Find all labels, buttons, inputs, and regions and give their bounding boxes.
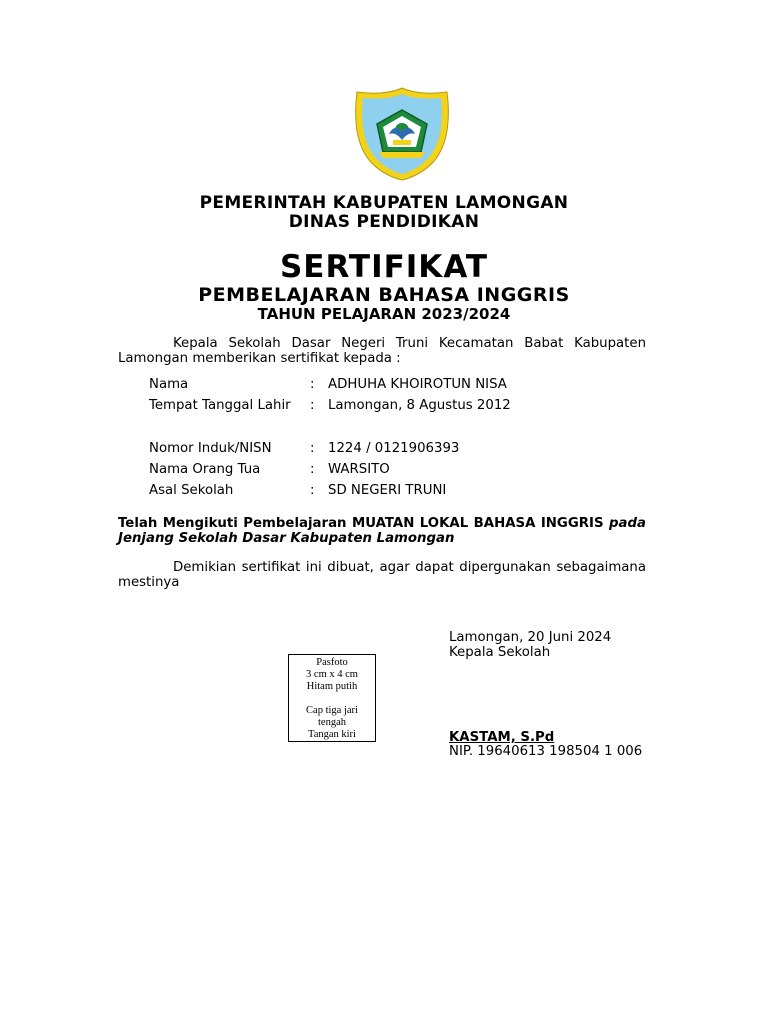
- field-colon: :: [310, 462, 315, 478]
- statement-part-1: Telah Mengikuti Pembelajaran MUATAN LOKAL BAHASA INGGRIS: [118, 516, 610, 531]
- signature-block: [449, 630, 647, 759]
- sign-role: Kepala Sekolah: [449, 645, 551, 660]
- certificate-title: SERTIFIKAT: [279, 249, 489, 285]
- field-value: Lamongan, 8 Agustus 2012: [328, 398, 511, 414]
- certificate-subtitle: PEMBELAJARAN BAHASA INGGRIS: [198, 284, 570, 306]
- field-label: Nama Orang Tua: [149, 462, 261, 478]
- statement-part-2: pada Jenjang Sekolah Dasar Kabupaten Lamongan: [118, 516, 646, 546]
- signer-name: KASTAM, S.Pd: [449, 730, 555, 745]
- field-value: SD NEGERI TRUNI: [328, 483, 447, 499]
- field-label: Nama: [149, 377, 189, 392]
- sign-place-date: Lamongan, 20 Juni 2024: [449, 630, 612, 645]
- signer-nip: NIP. 19640613 198504 1 006: [449, 744, 643, 759]
- field-value: 1224 / 0121906393: [328, 440, 460, 456]
- field-colon: :: [310, 398, 315, 414]
- photo-line: tengah: [318, 717, 346, 728]
- field-value: ADHUHA KHOIROTUN NISA: [328, 377, 507, 392]
- government-heading: [0, 194, 768, 232]
- photo-line: Pasfoto: [316, 657, 348, 668]
- gov-line-1: PEMERINTAH KABUPATEN LAMONGAN: [199, 193, 569, 213]
- statement-paragraph: [118, 516, 646, 546]
- lamongan-emblem-icon: [349, 86, 455, 182]
- photo-line: Hitam putih: [306, 681, 358, 692]
- photo-placeholder-box: [288, 654, 376, 742]
- field-label: Nomor Induk/NISN: [149, 440, 272, 456]
- field-colon: :: [310, 483, 315, 499]
- closing-paragraph: Demikian sertifikat ini dibuat, agar dapat dipergunakan sebagaimana mestinya: [118, 560, 646, 590]
- photo-line: 3 cm x 4 cm: [306, 669, 358, 680]
- gov-line-2: DINAS PENDIDIKAN: [288, 212, 480, 232]
- field-value: WARSITO: [328, 462, 390, 478]
- photo-line: Tangan kiri: [308, 729, 356, 740]
- field-colon: :: [310, 440, 315, 456]
- field-colon: :: [310, 377, 315, 392]
- intro-paragraph: Kepala Sekolah Dasar Negeri Truni Kecamatan Babat Kabupaten Lamongan memberikan sertifikat kepada :: [118, 336, 646, 366]
- field-label: Tempat Tanggal Lahir: [149, 398, 291, 414]
- academic-year: TAHUN PELAJARAN 2023/2024: [257, 305, 511, 323]
- photo-line: Cap tiga jari: [306, 705, 358, 716]
- field-label: Asal Sekolah: [149, 483, 234, 499]
